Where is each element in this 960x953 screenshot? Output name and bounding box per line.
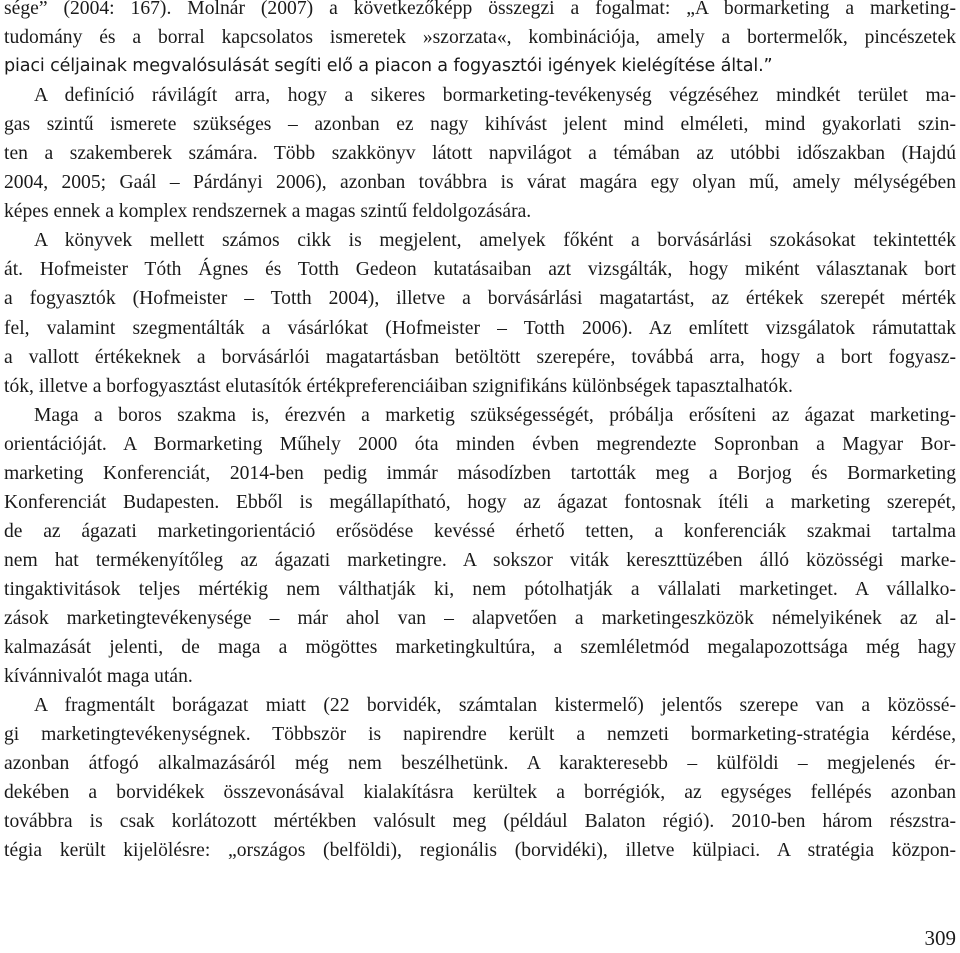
text-line: piaci céljainak megvalósulását segíti elő a piacon a fogyasztói igények kielégítése által.” xyxy=(4,56,773,77)
text-line: továbbra is csak korlátozott mértékben valósult meg (például Balaton régió). 2010-ben három részstra- xyxy=(4,811,956,833)
paragraph xyxy=(4,0,956,81)
text-line: tudomány és a borral kapcsolatos ismeretek »szorzata«, kombinációja, amely a bortermelők, pincészetek xyxy=(4,27,956,49)
text-line: gas szintű ismerete szükséges – azonban ez nagy kihívást jelent mind elméleti, mind gyakorlati szin- xyxy=(4,114,956,136)
paragraph xyxy=(4,401,956,691)
text-line: Maga a boros szakma is, érezvén a marketig szükségességét, próbálja erősíteni az ágazat marketing- xyxy=(34,404,956,426)
text-line: marketing Konferenciát, 2014-ben pedig immár másodízben tartották meg a Borjog és Bormarketing xyxy=(4,462,956,484)
text-line: de az ágazati marketingorientáció erősödése kevéssé érhető tetten, a konferenciák szakmai tartalma xyxy=(4,520,956,542)
text-line: tégia került kijelölésre: „országos (belföldi), regionális (borvidéki), illetve külpiaci. A stratégia közpon- xyxy=(4,840,956,862)
paragraph xyxy=(4,691,956,865)
paragraph xyxy=(4,226,956,400)
paragraph xyxy=(4,81,956,226)
text-line: A definíció rávilágít arra, hogy a sikeres bormarketing-tevékenység végzéséhez mindkét terület ma- xyxy=(34,85,956,107)
text-line: nem hat termékenyítőleg az ágazati marketingre. A sokszor viták kereszttüzében álló közösségi marke- xyxy=(4,549,956,571)
text-line: zások marketingtevékenysége – már ahol van – alapvetően a marketingeszközök némelyikének az al- xyxy=(4,607,956,629)
text-line: ten a szakemberek számára. Több szakkönyv látott napvilágot a témában az utóbbi időszakban (Hajdú xyxy=(4,143,956,165)
document-body xyxy=(4,0,956,865)
text-line: sége” (2004: 167). Molnár (2007) a következőképp összegzi a fogalmat: „A bormarketing a marketing- xyxy=(4,0,956,19)
text-line: Konferenciát Budapesten. Ebből is megállapítható, hogy az ágazat fontosnak ítéli a marketing szerepét, xyxy=(4,491,956,513)
text-line: a vallott értékeknek a borvásárlói magatartásban betöltött szerepére, továbbá arra, hogy a bort fogyasz- xyxy=(4,346,956,368)
page-number: 309 xyxy=(924,926,956,950)
text-line: A könyvek mellett számos cikk is megjelent, amelyek főként a borvásárlási szokásokat tekintették xyxy=(34,230,956,252)
text-line: dekében a borvidékek összevonásával kialakításra kerültek a borrégiók, az egységes fellépés azonban xyxy=(4,782,956,804)
text-line: tók, illetve a borfogyasztást elutasítók értékpreferenciáiban szignifikáns különbségek tapasztalhatók. xyxy=(4,375,793,397)
text-line: kívánnivalót maga után. xyxy=(4,666,193,688)
text-line: A fragmentált borágazat miatt (22 borvidék, számtalan kistermelő) jelentős szerepe van a közössé- xyxy=(34,695,956,717)
text-line: gi marketingtevékenységnek. Többször is napirendre került a nemzeti bormarketing-stratégia kérdése, xyxy=(4,724,956,746)
text-line: azonban átfogó alkalmazásáról még nem beszélhetünk. A karakteresebb – külföldi – megjelenés ér- xyxy=(4,753,956,775)
text-line: tingaktivitások teljes mértékig nem válthatják ki, nem pótolhatják a vállalati marketinget. A vállalko- xyxy=(4,578,956,600)
text-line: képes ennek a komplex rendszernek a magas szintű feldolgozására. xyxy=(4,201,532,223)
text-line: fel, valamint szegmentálták a vásárlókat (Hofmeister – Totth 2006). Az említett vizsgálatok rámutattak xyxy=(4,317,956,339)
text-line: a fogyasztók (Hofmeister – Totth 2004), illetve a borvásárlási magatartást, az értékek szerepét mérték xyxy=(4,288,956,310)
text-line: kalmazását jelenti, de maga a mögöttes marketingkultúra, a szemléletmód megalapozottsága még hagy xyxy=(4,637,956,659)
text-line: orientációját. A Bormarketing Műhely 2000 óta minden évben megrendezte Sopronban a Magyar Bor- xyxy=(4,433,956,455)
text-line: 2004, 2005; Gaál – Párdányi 2006), azonban továbbra is várat magára egy olyan mű, amely mélységében xyxy=(4,172,956,194)
text-line: át. Hofmeister Tóth Ágnes és Totth Gedeon kutatásaiban azt vizsgálták, hogy miként választanak bort xyxy=(4,259,956,281)
